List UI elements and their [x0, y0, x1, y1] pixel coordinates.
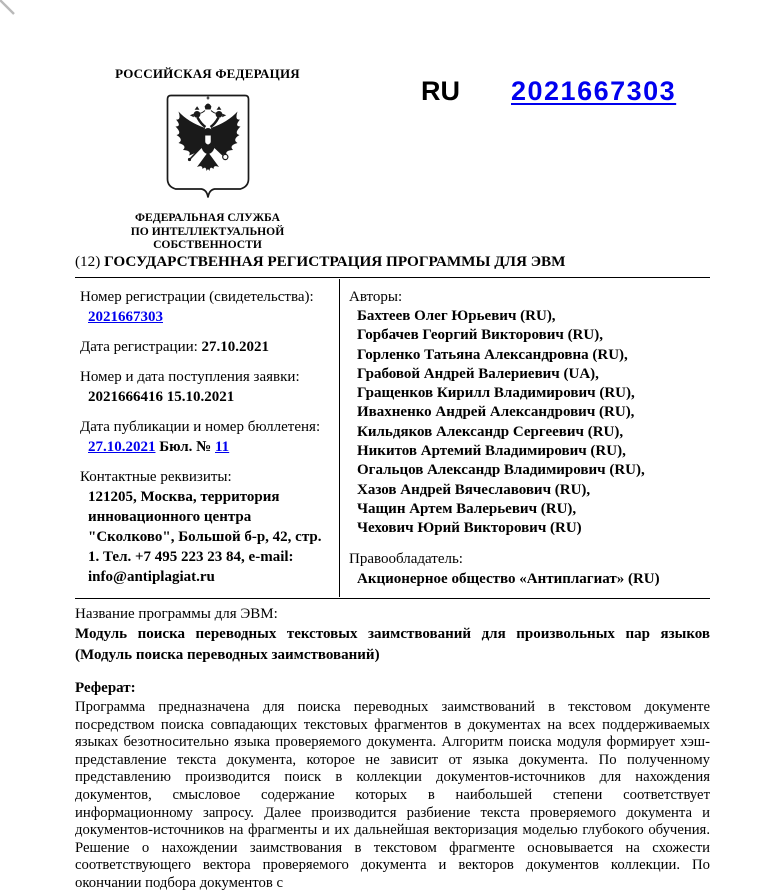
author-item: Гращенков Кирилл Владимирович (RU), — [357, 385, 635, 402]
registration-details-column — [75, 279, 340, 597]
program-name-value: Модуль поиска переводных текстовых заимствований для произвольных пар языков (Модуль поиска переводных заимствований) — [75, 626, 710, 663]
author-item: Горбачев Георгий Викторович (RU), — [357, 327, 603, 344]
document-type-text: ГОСУДАРСТВЕННАЯ РЕГИСТРАЦИЯ ПРОГРАММЫ ДЛЯ ЭВМ — [104, 253, 566, 270]
header-emblem-block — [75, 66, 340, 252]
bulletin-label: Бюл. № — [159, 439, 212, 455]
author-item: Кильдяков Александр Сергеевич (RU), — [357, 423, 624, 440]
application-value: 2021666416 15.10.2021 — [88, 389, 235, 405]
author-item: Грабовой Андрей Валериевич (UA), — [357, 365, 599, 382]
authors-column — [340, 279, 710, 597]
country-code-label: RU — [421, 76, 460, 106]
author-item: Чащин Артем Валерьевич (RU), — [357, 500, 577, 517]
publication-date-link[interactable]: 27.10.2021 — [88, 439, 156, 455]
publication-group — [80, 417, 334, 457]
contacts-label: Контактные реквизиты: — [80, 469, 232, 485]
author-item: Ивахненко Андрей Александрович (RU), — [357, 404, 635, 421]
author-item: Хазов Андрей Вячеславович (RU), — [357, 481, 591, 498]
divider-bottom — [75, 598, 710, 599]
program-name-label: Название программы для ЭВМ: — [75, 606, 278, 622]
inid-code: (12) — [75, 253, 101, 270]
agency-line-2: ПО ИНТЕЛЛЕКТУАЛЬНОЙ СОБСТВЕННОСТИ — [130, 224, 285, 251]
rightholder-value: Акционерное общество «Антиплагиат» (RU) — [357, 570, 660, 587]
publication-label: Дата публикации и номер бюллетеня: — [80, 419, 321, 435]
registration-date-value: 27.10.2021 — [201, 339, 270, 355]
rightholder-label: Правообладатель: — [349, 550, 463, 567]
registration-number-label: Номер регистрации (свидетельства): — [80, 289, 314, 305]
russia-coat-of-arms-icon — [166, 94, 250, 202]
author-item: Чехович Юрий Викторович (RU) — [357, 520, 582, 537]
contacts-value: 121205, Москва, территория инновационного центра "Сколково", Большой б-р, 42, стр. 1. Тел. +7 495 223 23 84, e-mail: info@antiplagiat.ru — [88, 489, 322, 585]
country-title: РОССИЙСКАЯ ФЕДЕРАЦИЯ — [115, 66, 300, 81]
document-type-title — [75, 253, 775, 271]
author-item: Бахтеев Олег Юрьевич (RU), — [357, 308, 556, 324]
document-number-link[interactable]: 2021667303 — [511, 76, 677, 106]
registration-number-link[interactable]: 2021667303 — [88, 309, 163, 325]
contacts-group — [80, 467, 334, 587]
author-item: Горленко Татьяна Александровна (RU), — [357, 346, 628, 363]
bulletin-number-link[interactable]: 11 — [215, 439, 230, 455]
page-corner-artifact — [0, 0, 20, 20]
program-section — [75, 604, 710, 893]
abstract-label: Реферат: — [75, 680, 136, 696]
registration-date-label: Дата регистрации: — [80, 339, 198, 355]
registration-number-group — [80, 287, 334, 327]
application-group — [80, 367, 334, 407]
author-item: Никитов Артемий Владимирович (RU), — [357, 443, 626, 460]
authors-label: Авторы: — [349, 289, 403, 305]
abstract-text: Программа предназначена для поиска переводных заимствований в текстовом документе посредством поиска совпадающих текстовых фрагментов в документах на всех поддерживаемых языках безотносительно языка проверяемого документа. Алгоритм поиска модуля формирует хэш-представление текста документа, которое не зависит от языка документа. По полученному представлению производится поиск в коллекции документов-источников для нахождения документов, смысловое содержание которых в наибольшей степени соответствует информационному запросу. Далее производится разбиение текста проверяемого документа и документов-источников на фрагменты и их дальнейшая векторизация моделью глубокого обучения. Решение о нахождении заимствования в текстовом фрагменте основывается на схожести соответствующего вектора проверяемого документа и векторов документов коллекции. По окончании подбора документов с — [75, 699, 710, 891]
registration-info-table — [75, 279, 710, 597]
divider-top — [75, 277, 710, 278]
registration-date-group — [80, 337, 334, 357]
authors-list — [349, 307, 710, 539]
author-item: Огальцов Александр Владимирович (RU), — [357, 462, 645, 479]
agency-title — [75, 211, 340, 252]
agency-line-1: ФЕДЕРАЛЬНАЯ СЛУЖБА — [135, 211, 280, 224]
application-label: Номер и дата поступления заявки: — [80, 369, 300, 385]
